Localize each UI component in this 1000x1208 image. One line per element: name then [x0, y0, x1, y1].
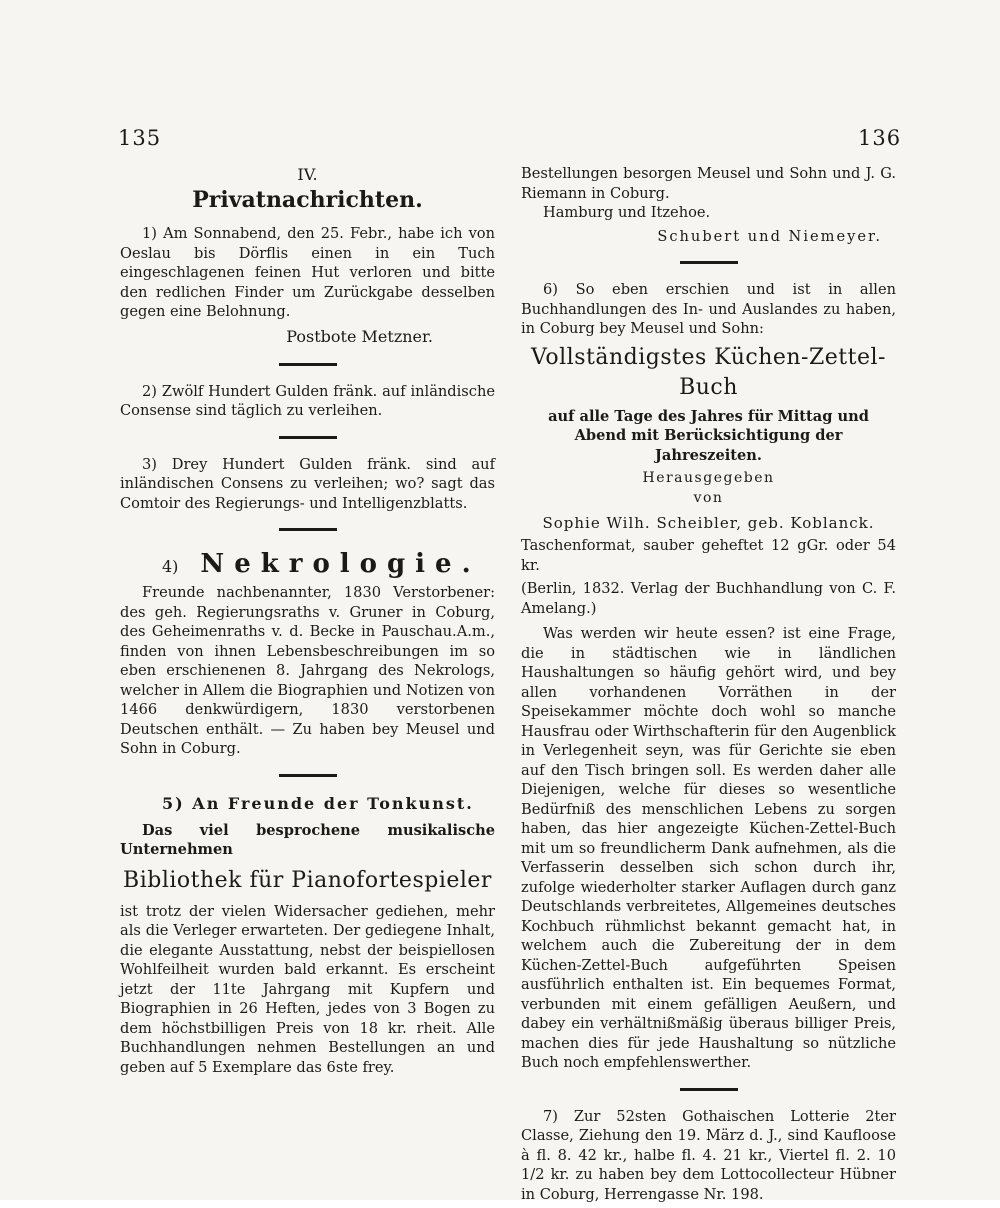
separator-rule [279, 363, 337, 366]
notice-5-heading: 5) An Freunde der Tonkunst. [162, 793, 474, 813]
nekrologie-heading: Nekrologie. [200, 549, 481, 579]
notice-6-von: von [693, 489, 724, 506]
notice-3-text: 3) Drey Hundert Gulden fränk. sind auf inländischen Consens zu verleihen; wo? sagt das Comtoir des Regierungs- und Intelligenzblatts. [120, 455, 495, 512]
section-numeral: IV. [297, 165, 318, 184]
notice-6-text: Was werden wir heute essen? ist eine Frage, die in städtischen wie in ländlichen Haushaltungen so häufig gehört wird, und bey allen vorhandenen Vorräthen in der Speisekammer möchte doch wohl so manche Hausfrau oder Wirthschafterin für den Augenblick in Verlegenheit seyn, was für Gerichte sie eben auf den Tisch bringen soll. Es werden daher alle Diejenigen, welche für dieses so wesentliche Bedürfniß des menschlichen Lebens zu sorgen haben, das hier angezeigte Küchen-Zettel-Buch mit um so freundlicherm Dank aufnehmen, als die Verfasserin desselben sich schon durch ihr, zufolge wiederholter starker Auflagen durch ganz Deutschlands verbreitetes, Allgemeines deutsches Kochbuch rühmlichst bekannt gemacht hat, in welchem auch die Zubereitung der in dem Küchen-Zettel-Buch aufgeführten Speisen ausführlich enthalten ist. Ein bequemes Format, verbunden mit einem gefälligen Aeußern, und dabey ein verhältnißmäßig überaus billiger Preis, machen dies für jede Haushaltung so nützliche Buch noch empfehlenswerther. [521, 625, 896, 1071]
separator-rule [279, 528, 337, 531]
continuation-text-2: Hamburg und Itzehoe. [543, 204, 711, 221]
notice-4-text: Freunde nachbenannter, 1830 Verstorbener: des geh. Regierungsraths v. Gruner in Coburg, des Geheimenraths v. d. Becke in Pauschau.A.m., finden von ihnen Lebensbeschreibungen im so eben erschienenen 8. Jahrgang des Nekrologs, welcher in Allem die Biographien und Notizen von 1466 denkwürdigern, 1830 verstorbenen Deutschen enthält. — Zu haben bey Meusel und Sohn in Coburg. [120, 584, 495, 757]
notice-5-intro: Das viel besprochene musikalische Unternehmen [120, 821, 495, 858]
separator-rule [680, 1088, 738, 1091]
section-title: Privatnachrichten. [192, 187, 423, 213]
notice-4-number: 4) [162, 557, 179, 576]
separator-rule [279, 774, 337, 777]
notice-5-text: ist trotz der vielen Widersacher gediehen, mehr als die Verleger erwarteten. Der gediegene Inhalt, die elegante Ausstattung, nebst der beispiellosen Wohlfeilheit wurden bald erkannt. Es erscheint jetzt der 11te Jahrgang mit Kupfern und Biographien in 26 Heften, jedes von 3 Bogen zu dem höchstbilligen Preis von 18 kr. rheit. Alle Buchhandlungen nehmen Bestellungen an und geben auf 5 Exemplare das 6ste frey. [120, 902, 495, 1076]
notice-6-intro: 6) So eben erschien und ist in allen Buchhandlungen des In- und Auslandes zu haben, in Coburg bey Meusel und Sohn: [521, 281, 896, 337]
notice-2-text: 2) Zwölf Hundert Gulden fränk. auf inländische Consense sind täglich zu verleihen. [120, 382, 495, 419]
notice-1-signature: Postbote Metzner. [286, 326, 433, 346]
notice-6-format: Taschenformat, sauber geheftet 12 gGr. oder 54 kr. [521, 537, 896, 574]
continuation-text: Bestellungen besorgen Meusel und Sohn und J. G. Riemann in Coburg. [521, 165, 896, 202]
right-column [521, 164, 896, 1208]
page-number-right: 136 [858, 126, 902, 150]
separator-rule [279, 436, 337, 439]
separator-rule [680, 261, 738, 264]
notice-7-text: 7) Zur 52sten Gothaischen Lotterie 2ter Classe, Ziehung den 19. März d. J., sind Kaufloose à fl. 8. 42 kr., halbe fl. 4. 21 kr., Viertel fl. 2. 10 1/2 kr. zu haben bey dem Lottocollecteur Hübner in Coburg, Herrengasse Nr. 198. [521, 1107, 896, 1203]
notice-6-imprint: (Berlin, 1832. Verlag der Buchhandlung von C. F. Amelang.) [521, 580, 896, 617]
notice-6-subtitle: auf alle Tage des Jahres für Mittag und Abend mit Berücksichtigung der Jahreszeiten. [548, 407, 869, 464]
page-number-left: 135 [118, 126, 162, 150]
notice-6-author: Sophie Wilh. Scheibler, geb. Koblanck. [542, 514, 875, 532]
left-column [120, 164, 495, 1081]
continuation-signature: Schubert und Niemeyer. [657, 227, 882, 245]
notice-6-title: Vollständigstes Küchen-Zettel-Buch [531, 344, 886, 400]
notice-6-edited: Herausgegeben [642, 470, 775, 486]
notice-5-title: Bibliothek für Pianofortespieler [123, 867, 492, 893]
notice-1-text: 1) Am Sonnabend, den 25. Febr., habe ich von Oeslau bis Dörflis einen in ein Tuch eingeschlagenen feinen Hut verloren und bitte den redlichen Finder um Zurückgabe desselben gegen eine Belohnung. [120, 225, 495, 320]
notice-4-heading [120, 547, 495, 581]
